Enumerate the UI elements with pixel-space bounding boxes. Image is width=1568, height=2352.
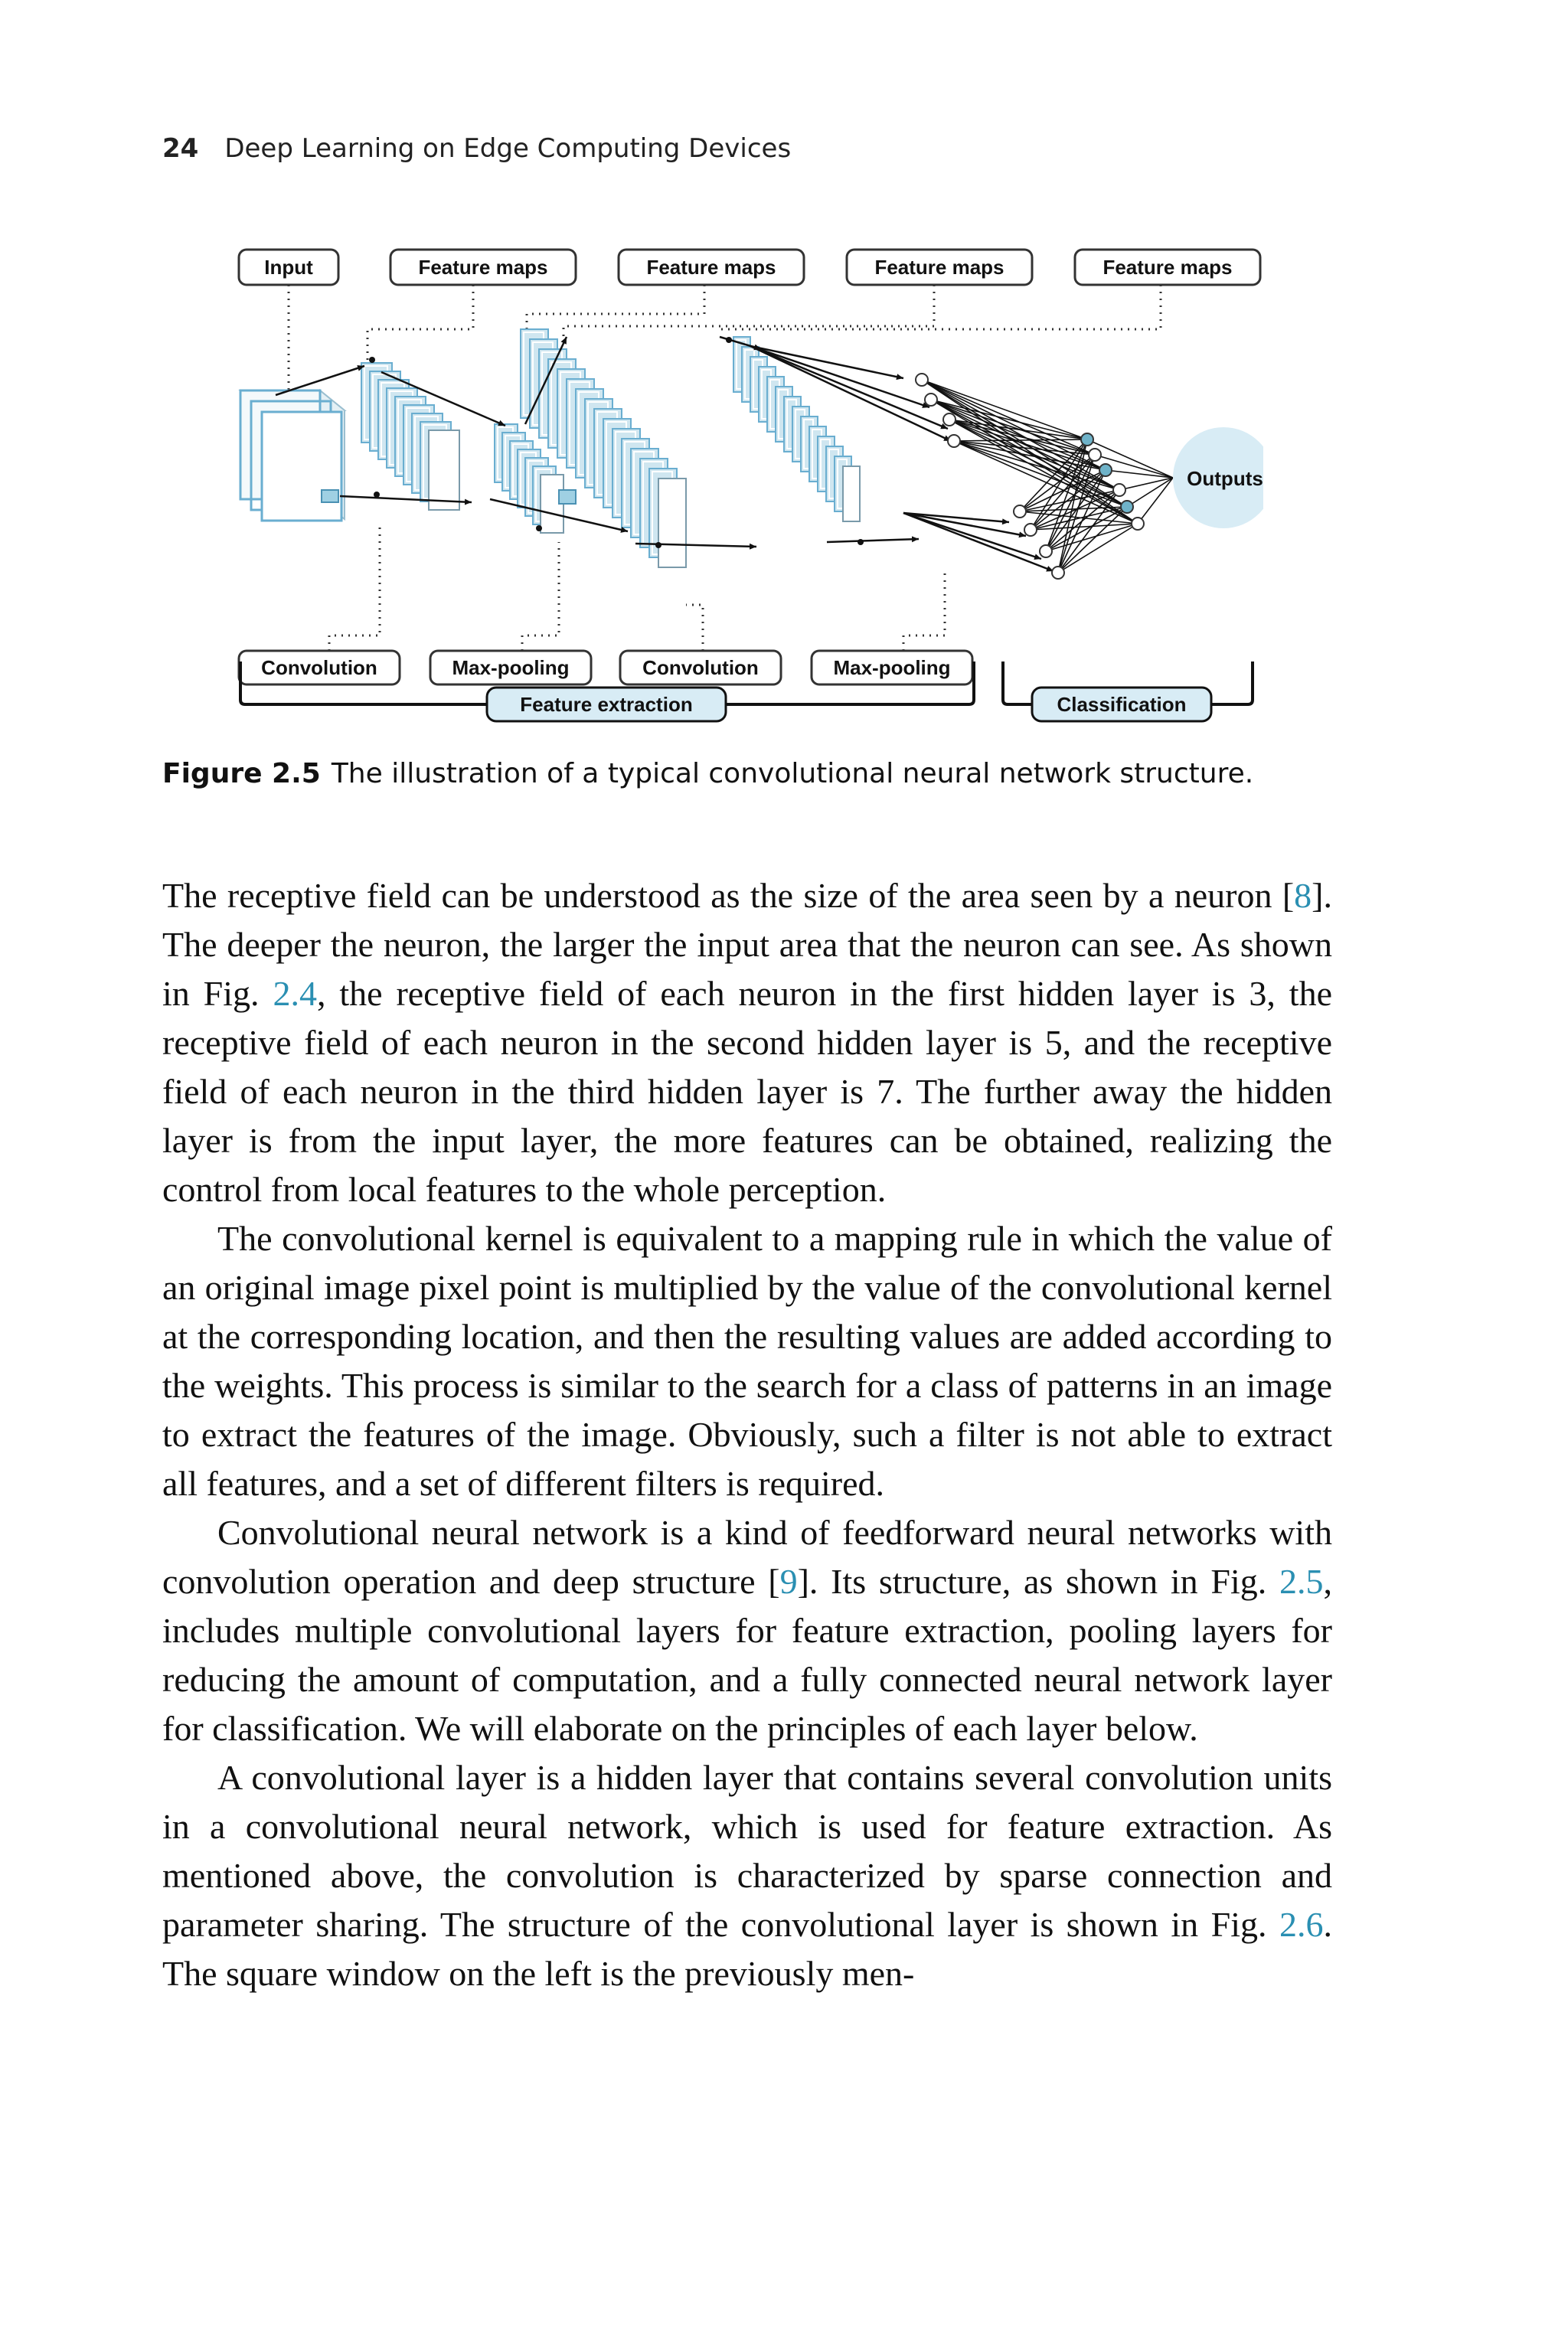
figure-link[interactable]: 2.5 <box>1279 1562 1324 1601</box>
figure-link[interactable]: 2.4 <box>273 974 317 1013</box>
paragraph-4 <box>162 1753 1332 1998</box>
label-feature-maps-4 <box>1075 250 1260 285</box>
figure-caption <box>162 758 1387 789</box>
hidden-neuron <box>943 413 956 426</box>
svg-text:Input: Input <box>264 256 313 279</box>
fc-connection <box>1046 507 1127 551</box>
svg-text:Feature extraction: Feature extraction <box>520 693 693 716</box>
label-max-pooling-1 <box>430 651 591 684</box>
hidden-neuron <box>1024 524 1037 536</box>
text-run: The receptive field can be understood as the size of the area seen by a neuron [ <box>162 876 1295 915</box>
svg-text:Feature maps: Feature maps <box>418 256 548 279</box>
running-header <box>162 133 791 164</box>
text-run: , the receptive field of each neuron in the first hidden layer is 3, the receptive field of each neuron in the second hidden layer is 5, and the receptive field of each neuron in the third hidden layer is 7. The further away the hidden layer is from the input layer, the more features can be obtained, realizing the control from local features to the whole perception. <box>162 974 1332 1209</box>
citation-link[interactable]: 8 <box>1294 876 1312 915</box>
svg-text:Feature maps: Feature maps <box>646 256 776 279</box>
hidden-neuron <box>948 435 960 447</box>
svg-text:Feature maps: Feature maps <box>1102 256 1233 279</box>
feature-map-front <box>429 430 459 510</box>
text-run: Convolutional neural network is a kind of feedforward neural networks with convolution operation and deep structure [ <box>162 1513 1332 1601</box>
output-connection <box>1127 478 1173 507</box>
fully-connected-layer <box>916 374 1173 579</box>
label-feature-maps-3 <box>847 250 1032 285</box>
label-convolution-2 <box>620 651 781 684</box>
label-feature-maps-1 <box>390 250 576 285</box>
hidden-neuron <box>1052 567 1064 579</box>
svg-text:Convolution: Convolution <box>261 656 377 679</box>
fc-connection <box>954 439 1087 441</box>
svg-text:Max-pooling: Max-pooling <box>452 656 570 679</box>
cnn-diagram <box>230 237 1263 727</box>
text-run: A convolutional layer is a hidden layer that contains several convolution units in a convolutional neural network, which is used for feature extraction. As mentioned above, the convolution is characterized by sparse connection and parameter sharing. The structure of the convolutional layer is shown in Fig. <box>162 1758 1332 1944</box>
text-run: ]. Its structure, as shown in Fig. <box>797 1562 1279 1601</box>
cnn-structure-figure <box>230 237 1263 727</box>
hidden-neuron <box>925 394 937 406</box>
label-convolution-1 <box>239 651 400 684</box>
hidden-neuron <box>916 374 928 386</box>
classifier-neuron <box>1113 484 1125 496</box>
text-run: , includes multiple convolutional layers for feature extraction, pooling layers for reducing the amount of computation, and a fully connected neural network layer for classification. We will elaborate on the principles of each layer below. <box>162 1562 1332 1748</box>
svg-text:Feature maps: Feature maps <box>874 256 1004 279</box>
output-connection <box>1106 470 1173 478</box>
figure-caption-text: The illustration of a typical convolutional neural network structure. <box>331 758 1254 789</box>
classifier-neuron <box>1132 518 1144 530</box>
svg-text:Outputs: Outputs <box>1187 467 1263 490</box>
paragraph-2: The convolutional kernel is equivalent to a mapping rule in which the value of an original image pixel point is multiplied by the value of the convolutional kernel at the corresponding location, and then the resulting values are added according to the weights. This process is similar to the search for a class of patterns in an image to extract the features of the image. Obviously, such a filter is not able to extract all features, and a set of different filters is required. <box>162 1219 1332 1503</box>
label-feature-maps-2 <box>619 250 804 285</box>
label-classification <box>1032 688 1211 721</box>
classifier-neuron <box>1081 433 1093 446</box>
svg-text:Max-pooling: Max-pooling <box>833 656 951 679</box>
feature-map-front <box>658 479 686 567</box>
feature-map-front <box>843 466 860 521</box>
body-text <box>162 871 1332 1998</box>
classifier-neuron <box>1121 501 1133 513</box>
text-run: ]. The deeper the neuron, the larger the input area that the neuron can see. As shown in Fig. <box>162 876 1332 1013</box>
svg-text:Classification: Classification <box>1057 693 1187 716</box>
input-volume <box>240 390 345 521</box>
svg-text:Convolution: Convolution <box>642 656 759 679</box>
outputs-node <box>1173 427 1263 528</box>
paragraph-1 <box>162 871 1332 1214</box>
receptive-field-patch <box>559 490 576 504</box>
figure-caption-number: Figure 2.5 <box>162 758 321 789</box>
page-number: 24 <box>162 133 199 164</box>
feature-map-stacks <box>361 329 860 567</box>
text-run: . The square window on the left is the previously men- <box>162 1905 1332 1993</box>
paragraph-3 <box>162 1508 1332 1753</box>
label-input <box>239 250 338 285</box>
running-title: Deep Learning on Edge Computing Devices <box>224 133 792 164</box>
label-max-pooling-2 <box>812 651 972 684</box>
classifier-neuron <box>1089 449 1101 461</box>
hidden-neuron <box>1014 505 1026 518</box>
classifier-neuron <box>1099 464 1112 476</box>
hidden-neuron <box>1040 545 1052 557</box>
figure-link[interactable]: 2.6 <box>1279 1905 1324 1944</box>
citation-link[interactable]: 9 <box>779 1562 798 1601</box>
label-feature-extraction <box>487 688 726 721</box>
